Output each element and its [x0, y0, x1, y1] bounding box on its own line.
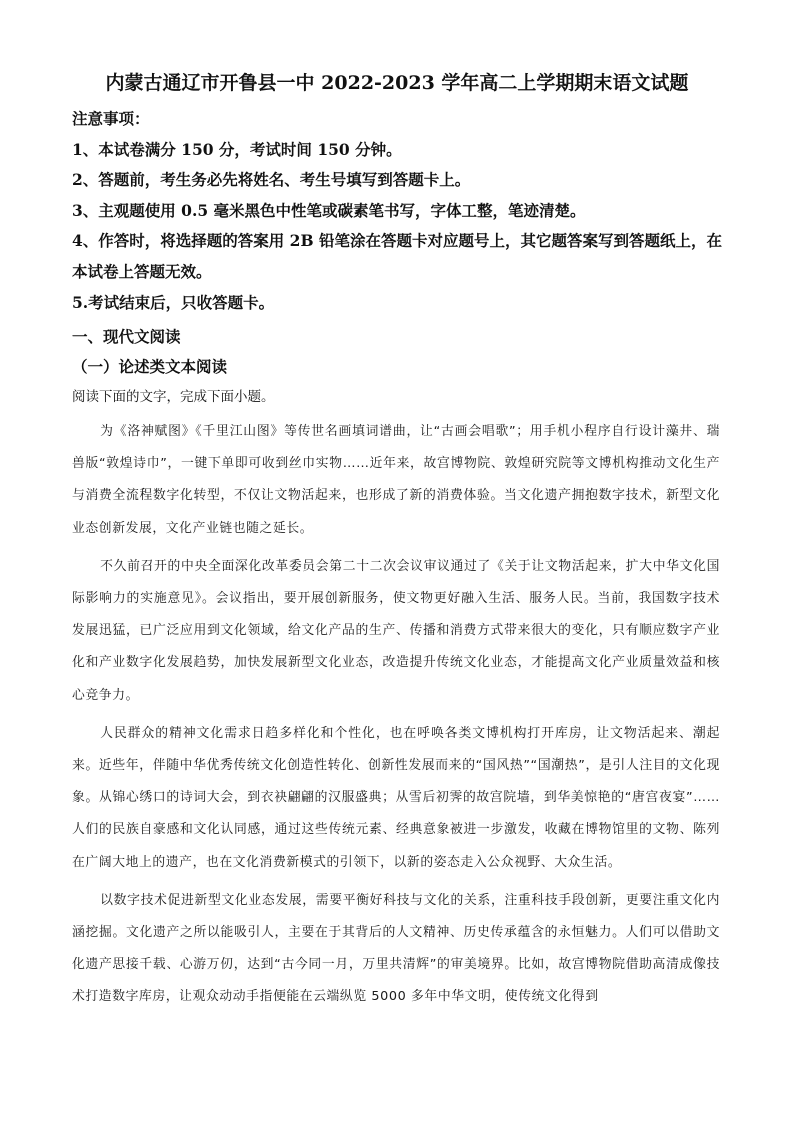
notice-item: 2、答题前，考生务必先将姓名、考生号填写到答题卡上。: [72, 170, 471, 190]
subsection-title: （一）论述类文本阅读: [72, 357, 228, 376]
section-heading-block: [72, 322, 732, 382]
notice-item: 3、主观题使用 0.5 毫米黑色中性笔或碳素笔书写，字体工整，笔迹清楚。: [72, 200, 586, 220]
notice-item: 5.考试结束后，只收答题卡。: [72, 292, 275, 312]
article-paragraph: 不久前召开的中央全面深化改革委员会第二十二次会议审议通过了《关于让文物活起来，扩大中华文化国际影响力的实施意见》。会议指出，要开展创新服务，使文物更好融入生活、服务人民。当前，我国数字技术发展迅猛，已广泛应用到文化领域，给文化产品的生产、传播和消费方式带来很大的变化，只有顺应数字产业化和产业数字化发展趋势，加快发展新型文化业态，改造提升传统文化业态，才能提高文化产业质量效益和核心竞争力。: [72, 558, 720, 703]
notice-item: 4、作答时，将选择题的答案用 2B 铅笔涂在答题卡对应题号上，其它题答案写到答题纸上，在本试卷上答题无效。: [72, 231, 722, 281]
reading-instruction: 阅读下面的文字，完成下面小题。: [72, 389, 275, 405]
section-title: 一、现代文阅读: [72, 327, 181, 346]
article-paragraph: 以数字技术促进新型文化业态发展，需要平衡好科技与文化的关系，注重科技手段创新，更要注重文化内涵挖掘。文化遗产之所以能吸引人，主要在于其背后的人文精神、历史传承蕴含的永恒魅力。人们可以借助文化遗产思接千载、心游万仞，达到“古今同一月，万里共清辉”的审美境界。比如，故宫博物院借助高清成像技术打造数字库房，让观众动动手指便能在云端纵览 5000 多年中华文明，使传统文化得到: [72, 892, 720, 1005]
notice-item: 1、本试卷满分 150 分，考试时间 150 分钟。: [72, 139, 402, 159]
article-body: [72, 416, 720, 1014]
exam-title: 内蒙古通辽市开鲁县一中 2022-2023 学年高二上学期期末语文试题: [105, 72, 689, 94]
notice-block: [72, 104, 732, 318]
notice-heading: 注意事项：: [72, 109, 150, 128]
article-paragraph: 为《洛神赋图》《千里江山图》等传世名画填词谱曲，让“古画会唱歌”；用手机小程序自行设计藻井、瑞兽版“敦煌诗巾”，一键下单即可收到丝巾实物……近年来，故宫博物院、敦煌研究院等文博机构推动文化生产与消费全流程数字化转型，不仅让文物活起来，也形成了新的消费体验。当文化遗产拥抱数字技术，新型文化业态创新发展，文化产业链也随之延长。: [72, 424, 720, 536]
article-paragraph: 人民群众的精神文化需求日趋多样化和个性化，也在呼唤各类文博机构打开库房，让文物活起来、潮起来。近些年，伴随中华优秀传统文化创造性转化、创新性发展而来的“国风热”“国潮热”，是引人注目的文化现象。从锦心绣口的诗词大会，到衣袂翩翩的汉服盛典；从雪后初霁的故宫院墙，到华美惊艳的“唐宫夜宴”……人们的民族自豪感和文化认同感，通过这些传统元素、经典意象被进一步激发，收藏在博物馆里的文物、陈列在广阔大地上的遗产，也在文化消费新模式的引领下，以新的姿态走入公众视野、大众生活。: [72, 725, 720, 870]
